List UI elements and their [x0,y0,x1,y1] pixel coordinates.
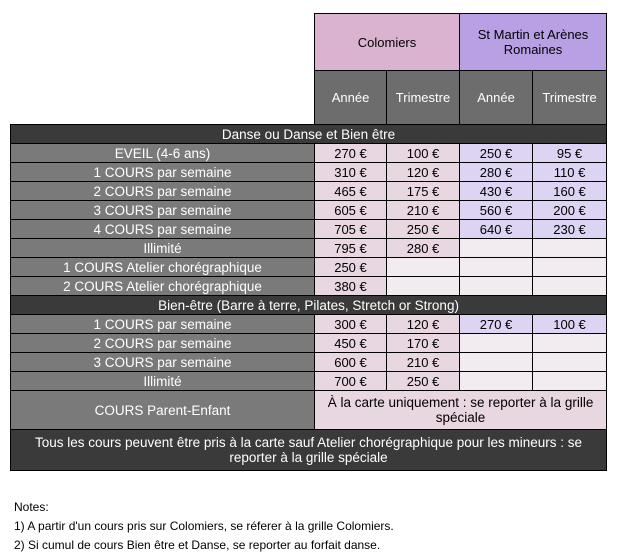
empty-corner [11,14,315,71]
colomiers-annee-price: 310 € [315,163,387,182]
stmartin-header: St Martin et Arènes Romaines [460,14,607,71]
stmartin-trimestre-price: 160 € [533,182,607,201]
table-row [11,239,607,258]
colomiers-annee-price: 270 € [315,144,387,163]
stmartin-annee-price [460,372,533,391]
header-row [11,14,607,71]
row-label: Illimité [11,239,315,258]
colomiers-trimestre-price: 250 € [387,372,460,391]
colomiers-header: Colomiers [315,14,460,71]
stmartin-annee-price: 270 € [460,315,533,334]
table-row [11,144,607,163]
stmartin-trimestre-header: Trimestre [533,71,607,125]
colomiers-trimestre-price: 250 € [387,220,460,239]
stmartin-trimestre-price [533,239,607,258]
parent-enfant-note: À la carte uniquement : se reporter à la grille spéciale [315,391,607,430]
colomiers-trimestre-price [387,258,460,277]
colomiers-trimestre-price: 210 € [387,201,460,220]
parent-enfant-row [11,391,607,430]
colomiers-annee-price: 300 € [315,315,387,334]
notes-block [14,498,394,555]
row-label: EVEIL (4-6 ans) [11,144,315,163]
row-label: Illimité [11,372,315,391]
table-row [11,163,607,182]
table-row [11,334,607,353]
stmartin-annee-header: Année [460,71,533,125]
stmartin-annee-price: 560 € [460,201,533,220]
section-bienetre-title: Bien-être (Barre à terre, Pilates, Stretch or Strong) [11,296,607,315]
bienetre-rows [11,315,607,391]
row-label: 2 COURS par semaine [11,334,315,353]
colomiers-annee-price: 250 € [315,258,387,277]
table-row [11,220,607,239]
stmartin-trimestre-price: 230 € [533,220,607,239]
row-label: 4 COURS par semaine [11,220,315,239]
stmartin-annee-price [460,334,533,353]
colomiers-trimestre-price: 280 € [387,239,460,258]
colomiers-annee-header: Année [315,71,387,125]
colomiers-annee-price: 795 € [315,239,387,258]
stmartin-trimestre-price: 110 € [533,163,607,182]
note-line-1: 1) A partir d'un cours pris sur Colomiers, se réferer à la grille Colomiers. [14,519,394,533]
notes-title: Notes: [14,500,49,514]
stmartin-annee-price: 250 € [460,144,533,163]
colomiers-trimestre-price [387,277,460,296]
stmartin-trimestre-price [533,372,607,391]
stmartin-trimestre-price: 200 € [533,201,607,220]
section-danse-title: Danse ou Danse et Bien être [11,125,607,144]
table-row [11,315,607,334]
footer-row [11,430,607,471]
stmartin-annee-price [460,353,533,372]
row-label: 2 COURS par semaine [11,182,315,201]
table-row [11,182,607,201]
row-label: 1 COURS par semaine [11,315,315,334]
stmartin-annee-price [460,258,533,277]
colomiers-trimestre-price: 100 € [387,144,460,163]
danse-rows [11,144,607,296]
table-row [11,277,607,296]
colomiers-annee-price: 450 € [315,334,387,353]
stmartin-trimestre-price: 95 € [533,144,607,163]
subheader-row [11,71,607,125]
colomiers-trimestre-price: 120 € [387,315,460,334]
pricing-table [10,13,607,471]
table-row [11,372,607,391]
colomiers-annee-price: 700 € [315,372,387,391]
colomiers-annee-price: 380 € [315,277,387,296]
section-row [11,296,607,315]
colomiers-trimestre-header: Trimestre [387,71,460,125]
stmartin-annee-price: 640 € [460,220,533,239]
colomiers-annee-price: 605 € [315,201,387,220]
row-label: 1 COURS par semaine [11,163,315,182]
stmartin-annee-price [460,239,533,258]
row-label: 3 COURS par semaine [11,201,315,220]
section-row [11,125,607,144]
stmartin-trimestre-price [533,334,607,353]
empty-corner [11,71,315,125]
colomiers-annee-price: 705 € [315,220,387,239]
stmartin-annee-price: 280 € [460,163,533,182]
footer-note: Tous les cours peuvent être pris à la carte sauf Atelier chorégraphique pour les mineurs : se reporter à la grille spéciale [11,430,607,471]
table-row [11,353,607,372]
row-label: 2 COURS Atelier chorégraphique [11,277,315,296]
stmartin-annee-price: 430 € [460,182,533,201]
stmartin-annee-price [460,277,533,296]
stmartin-trimestre-price: 100 € [533,315,607,334]
stmartin-trimestre-price [533,277,607,296]
parent-enfant-label: COURS Parent-Enfant [11,391,315,430]
colomiers-annee-price: 465 € [315,182,387,201]
colomiers-annee-price: 600 € [315,353,387,372]
note-line-2: 2) Si cumul de cours Bien être et Danse, se reporter au forfait danse. [14,538,381,552]
colomiers-trimestre-price: 175 € [387,182,460,201]
row-label: 1 COURS Atelier chorégraphique [11,258,315,277]
colomiers-trimestre-price: 120 € [387,163,460,182]
stmartin-trimestre-price [533,258,607,277]
colomiers-trimestre-price: 170 € [387,334,460,353]
colomiers-trimestre-price: 210 € [387,353,460,372]
table-row [11,258,607,277]
stmartin-trimestre-price [533,353,607,372]
row-label: 3 COURS par semaine [11,353,315,372]
table-row [11,201,607,220]
